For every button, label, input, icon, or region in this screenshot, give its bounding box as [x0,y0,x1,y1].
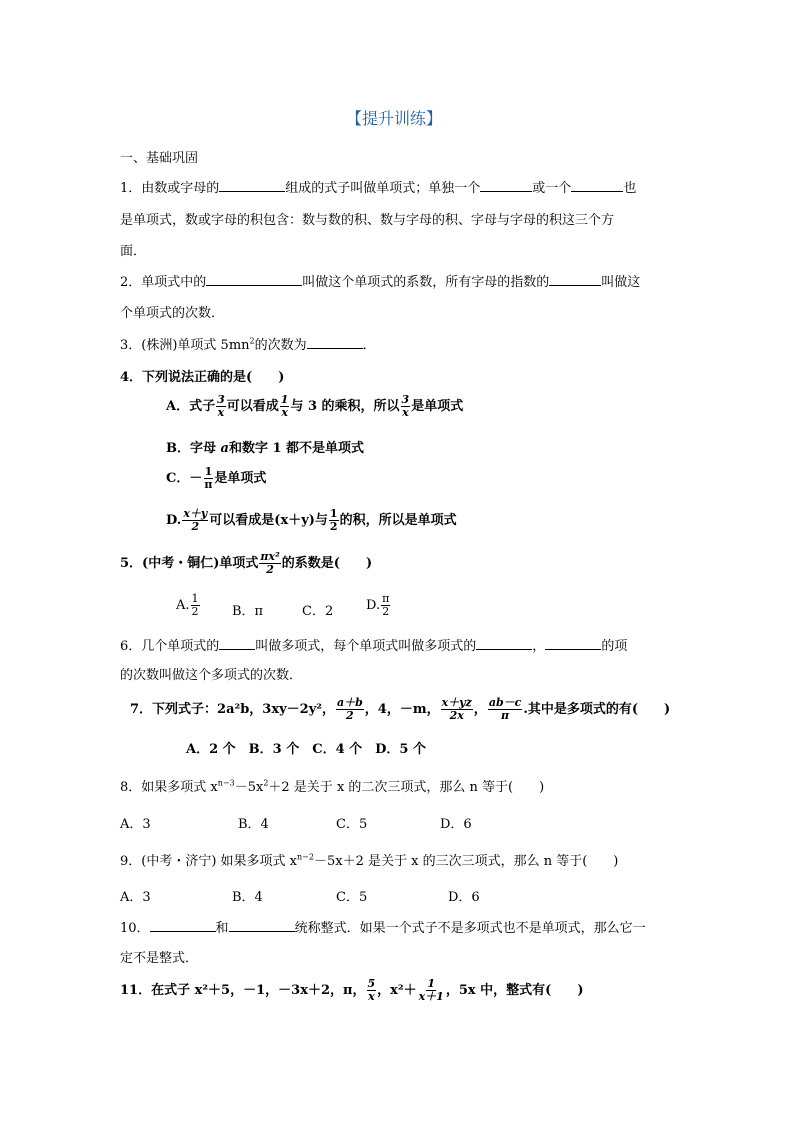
question-11-stem: 11．在式子 x²＋5，－1，－3x＋2，π， $\frac{5}{x}$ ，x²＋ $\frac{1}{x+1}$ ，5x 中，整式有( ) [120,977,584,1003]
answer-blank[interactable] [229,919,295,932]
question-4-option-b: B．字母 a和数字 1 都不是单项式 [166,441,365,456]
question-5-option-a: A. $\frac{1}{2}$ [176,592,199,618]
answer-blank[interactable] [206,273,302,286]
question-8-stem: 8．如果多项式 $x^{n-3}-5x^2+2$ 是关于 x 的二次三项式，那么 n 等于( ) [120,778,545,795]
question-8-option-d: D．6 [440,817,472,832]
answer-blank[interactable] [571,179,623,192]
question-7-stem: 7．下列式子：2a²b，3xy－2y²， $\frac{a+b}{2}$ ，4，－m， $\frac{x+yz}{2x}$ ， $\frac{ab-c}{\pi}$ .其中是多项式的有( ) [130,696,671,722]
question-4-option-d: D. $\frac{x+y}{2}$ 可以看成是(x＋y)与 $\frac{1}{2}$ 的积，所以是单项式 [166,507,457,533]
question-7-options: A．2 个 B．3 个 C．4 个 D．5 个 [186,742,426,757]
question-9-option-a: A．3 [120,890,151,905]
question-9-option-c: C．5 [336,890,368,905]
question-2-line-1: 2．单项式中的 叫做这个单项式的系数，所有字母的指数的 叫做这 [120,275,641,290]
question-4-option-c: C．－ $\frac{1}{\pi}$ 是单项式 [166,465,267,491]
question-9-option-b: B．4 [232,890,263,905]
answer-blank[interactable] [219,637,255,650]
question-3: 3．(株洲)单项式 $5mn^2$的次数为 ． [120,336,376,353]
question-4-option-a: A．式子 $\frac{3}{x}$ 可以看成 $\frac{1}{x}$ 与 3 的乘积，所以 $\frac{3}{x}$ 是单项式 [166,393,464,419]
question-6-line-2: 的次数叫做这个多项式的次数． [120,668,303,683]
page-title: 【提升训练】 [346,109,443,128]
answer-blank[interactable] [545,637,601,650]
question-9-stem: 9．(中考・济宁) 如果多项式 $x^{n-2}-5x+2$ 是关于 x 的三次三项式，那么 n 等于( ) [120,852,619,869]
answer-blank[interactable] [150,919,216,932]
answer-blank[interactable] [219,179,285,192]
question-8-option-a: A．3 [120,817,151,832]
question-2-line-2: 个单项式的次数． [120,306,225,321]
answer-blank[interactable] [549,273,601,286]
question-5-stem: 5．(中考・铜仁)单项式 $\frac{\text{πx²}}{2}$ 的系数是( ) [120,550,373,576]
question-1-line-1: 1．由数或字母的 组成的式子叫做单项式；单独一个 或一个 也 [120,181,637,196]
question-9-option-d: D．6 [448,890,480,905]
question-8-option-b: B．4 [238,817,269,832]
question-5-option-d: D. $\frac{\pi}{2}$ [366,592,390,618]
answer-blank[interactable] [480,179,532,192]
question-5-option-b: B．π [232,604,264,619]
question-4-stem: 4．下列说法正确的是( ) [120,370,285,385]
question-6-line-1: 6．几个单项式的 叫做多项式，每个单项式叫做多项式的 ， 的项 [120,639,628,654]
question-1-line-2: 是单项式，数或字母的积包含：数与数的积、数与字母的积、字母与字母的积这三个方 [120,213,615,228]
question-8-option-c: C．5 [336,817,368,832]
answer-blank[interactable] [476,637,532,650]
section-heading: 一、基础巩固 [120,151,199,166]
question-10-line-2: 定不是整式． [120,951,199,966]
question-5-option-c: C．2 [302,604,334,619]
answer-blank[interactable] [307,336,363,349]
question-10-line-1: 10． 和 统称整式．如果一个式子不是多项式也不是单项式，那么它一 [120,921,646,936]
question-1-line-3: 面． [120,244,147,259]
